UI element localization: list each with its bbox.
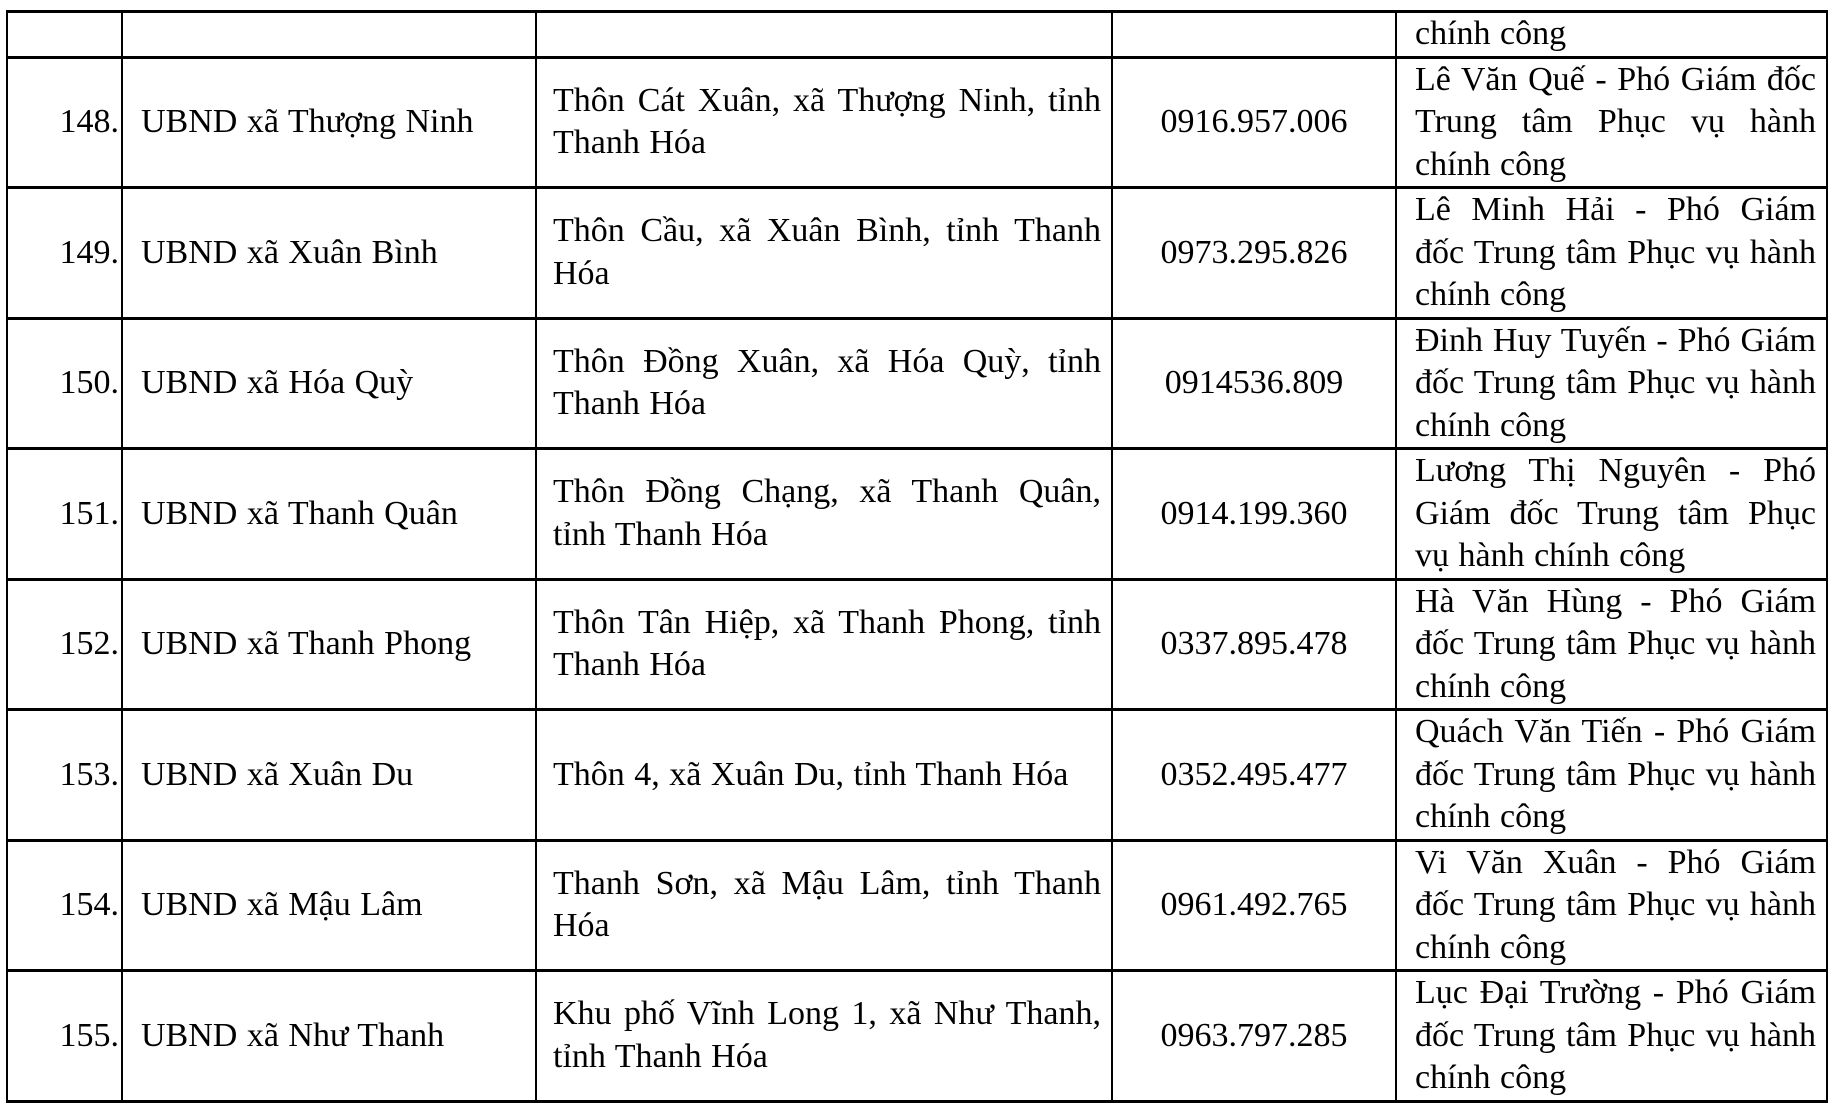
row-number-cell: 148. — [7, 57, 122, 188]
table-row — [7, 971, 1827, 1102]
address-cell: Thanh Sơn, xã Mậu Lâm, tỉnh Thanh Hóa — [536, 840, 1112, 971]
address-cell: Thôn Đồng Xuân, xã Hóa Quỳ, tỉnh Thanh Hóa — [536, 318, 1112, 449]
row-number-cell: 149. — [7, 188, 122, 319]
row-number-cell: 152. — [7, 579, 122, 710]
address-cell — [536, 12, 1112, 58]
row-number-cell: 151. — [7, 449, 122, 580]
contact-cell: Quách Văn Tiến - Phó Giám đốc Trung tâm Phục vụ hành chính công — [1396, 710, 1827, 841]
table-row — [7, 710, 1827, 841]
contact-cell: Lục Đại Trường - Phó Giám đốc Trung tâm Phục vụ hành chính công — [1396, 971, 1827, 1102]
phone-cell: 0916.957.006 — [1112, 57, 1396, 188]
phone-cell: 0963.797.285 — [1112, 971, 1396, 1102]
contact-directory-table — [6, 10, 1828, 1103]
org-name-cell: UBND xã Xuân Bình — [122, 188, 536, 319]
address-cell: Thôn 4, xã Xuân Du, tỉnh Thanh Hóa — [536, 710, 1112, 841]
row-number-cell: 155. — [7, 971, 122, 1102]
contact-cell: Lương Thị Nguyên - Phó Giám đốc Trung tâm Phục vụ hành chính công — [1396, 449, 1827, 580]
contact-cell: Lê Văn Quế - Phó Giám đốc Trung tâm Phục vụ hành chính công — [1396, 57, 1827, 188]
table-row — [7, 57, 1827, 188]
contact-cell: Lê Minh Hải - Phó Giám đốc Trung tâm Phục vụ hành chính công — [1396, 188, 1827, 319]
address-cell: Thôn Cầu, xã Xuân Bình, tỉnh Thanh Hóa — [536, 188, 1112, 319]
table-row — [7, 188, 1827, 319]
row-number-cell: 154. — [7, 840, 122, 971]
address-cell: Thôn Tân Hiệp, xã Thanh Phong, tỉnh Thanh Hóa — [536, 579, 1112, 710]
org-name-cell: UBND xã Thanh Phong — [122, 579, 536, 710]
org-name-cell: UBND xã Mậu Lâm — [122, 840, 536, 971]
row-number-cell: 150. — [7, 318, 122, 449]
phone-cell: 0914536.809 — [1112, 318, 1396, 449]
org-name-cell: UBND xã Hóa Quỳ — [122, 318, 536, 449]
phone-cell — [1112, 12, 1396, 58]
contact-cell: Vi Văn Xuân - Phó Giám đốc Trung tâm Phục vụ hành chính công — [1396, 840, 1827, 971]
row-number-cell: 153. — [7, 710, 122, 841]
address-cell: Thôn Đồng Chạng, xã Thanh Quân, tỉnh Thanh Hóa — [536, 449, 1112, 580]
org-name-cell — [122, 12, 536, 58]
row-number-cell — [7, 12, 122, 58]
org-name-cell: UBND xã Thượng Ninh — [122, 57, 536, 188]
address-cell: Khu phố Vĩnh Long 1, xã Như Thanh, tỉnh Thanh Hóa — [536, 971, 1112, 1102]
address-cell: Thôn Cát Xuân, xã Thượng Ninh, tỉnh Thanh Hóa — [536, 57, 1112, 188]
phone-cell: 0914.199.360 — [1112, 449, 1396, 580]
contact-cell: Hà Văn Hùng - Phó Giám đốc Trung tâm Phục vụ hành chính công — [1396, 579, 1827, 710]
org-name-cell: UBND xã Xuân Du — [122, 710, 536, 841]
org-name-cell: UBND xã Thanh Quân — [122, 449, 536, 580]
phone-cell: 0337.895.478 — [1112, 579, 1396, 710]
contact-cell: Đinh Huy Tuyến - Phó Giám đốc Trung tâm Phục vụ hành chính công — [1396, 318, 1827, 449]
phone-cell: 0352.495.477 — [1112, 710, 1396, 841]
org-name-cell: UBND xã Như Thanh — [122, 971, 536, 1102]
table-row — [7, 449, 1827, 580]
table-row — [7, 318, 1827, 449]
phone-cell: 0973.295.826 — [1112, 188, 1396, 319]
phone-cell: 0961.492.765 — [1112, 840, 1396, 971]
table-row — [7, 579, 1827, 710]
table-row — [7, 840, 1827, 971]
contact-cell: chính công — [1396, 12, 1827, 58]
table-row-carryover — [7, 12, 1827, 58]
